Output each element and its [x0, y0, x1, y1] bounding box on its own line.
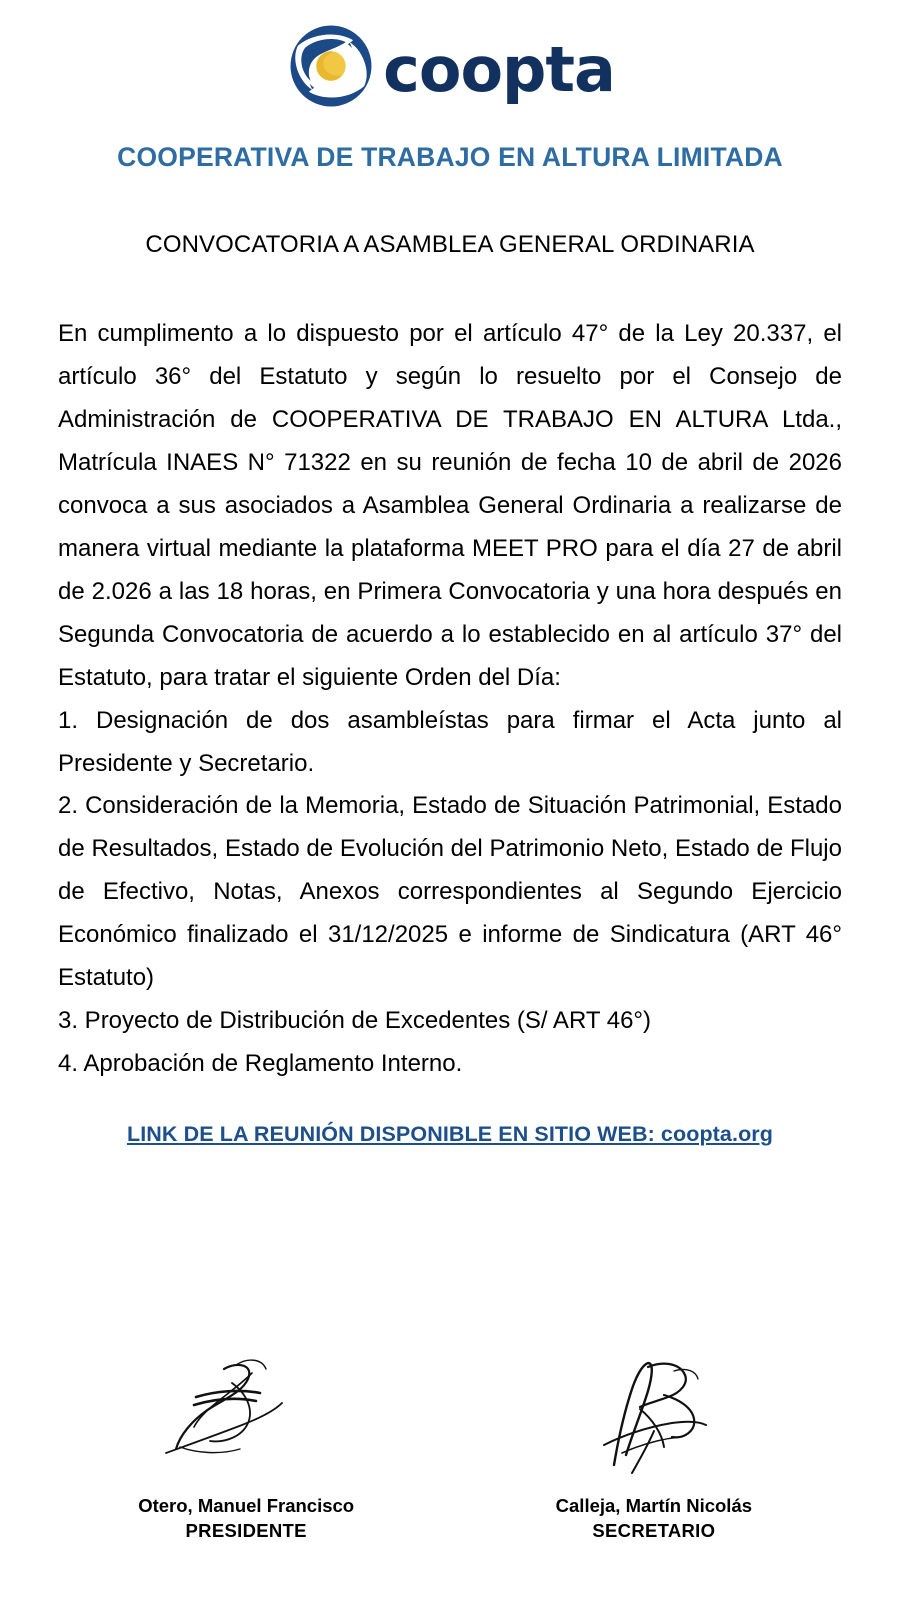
signature-otero: [58, 1341, 434, 1489]
signature-block-president: [58, 1341, 434, 1542]
logo-area: [58, 0, 842, 114]
agenda-item-1: 1. Designación de dos asambleístas para firmar el Acta junto al Presidente y Secretario.: [58, 706, 842, 777]
signature-name-president: Otero, Manuel Francisco: [138, 1495, 355, 1516]
organization-title: COOPERATIVA DE TRABAJO EN ALTURA LIMITADA: [117, 142, 783, 172]
signature-calleja-icon: [544, 1349, 764, 1489]
signature-role-secretary: SECRETARIO: [592, 1520, 716, 1541]
agenda-item-2: 2. Consideración de la Memoria, Estado de Situación Patrimonial, Estado de Resultados, Estado de Evolución del Patrimonio Neto, Estado de Flujo de Efectivo, Notas, Anexos correspondientes al Segundo Ejercicio Económico finalizado el 31/12/2025 e informe de Sindicatura (ART 46° Estatuto): [58, 792, 842, 992]
signature-calleja: [466, 1341, 842, 1489]
signature-role-president: PRESIDENTE: [185, 1520, 307, 1541]
agenda-item-4: 4. Aprobación de Reglamento Interno.: [58, 1050, 463, 1078]
signature-otero-icon: [136, 1349, 356, 1489]
document-body: [58, 313, 842, 1086]
intro-paragraph: En cumplimento a lo dispuesto por el artículo 47° de la Ley 20.337, el artículo 36° del Estatuto y según lo resuelto por el Consejo de Administración de COOPERATIVA DE TRABAJO EN ALTURA Ltda., Matrícula INAES N° 71322 en su reunión de fecha 10 de abril de 2026 convoca a sus asociados a Asamblea General Ordinaria a realizarse de manera virtual mediante la plataforma MEET PRO para el día 27 de abril de 2.026 a las 18 horas, en Primera Convocatoria y una hora después en Segunda Convocatoria de acuerdo a lo establecido en al artículo 37° del Estatuto, para tratar el siguiente Orden del Día:: [58, 320, 842, 691]
document-title: CONVOCATORIA A ASAMBLEA GENERAL ORDINARIA: [145, 231, 755, 258]
agenda-item-3: 3. Proyecto de Distribución de Excedentes (S/ ART 46°): [58, 1007, 652, 1035]
coopta-circle-logo-icon: [285, 20, 377, 112]
signature-block-secretary: [466, 1341, 842, 1542]
meeting-link-notice[interactable]: LINK DE LA REUNIÓN DISPONIBLE EN SITIO WEB: coopta.org: [126, 1122, 774, 1147]
signature-area: [58, 1341, 842, 1542]
coopta-logo: [285, 20, 615, 112]
logo-wordmark: coopta: [383, 33, 615, 106]
signature-name-secretary: Calleja, Martín Nicolás: [555, 1495, 753, 1516]
